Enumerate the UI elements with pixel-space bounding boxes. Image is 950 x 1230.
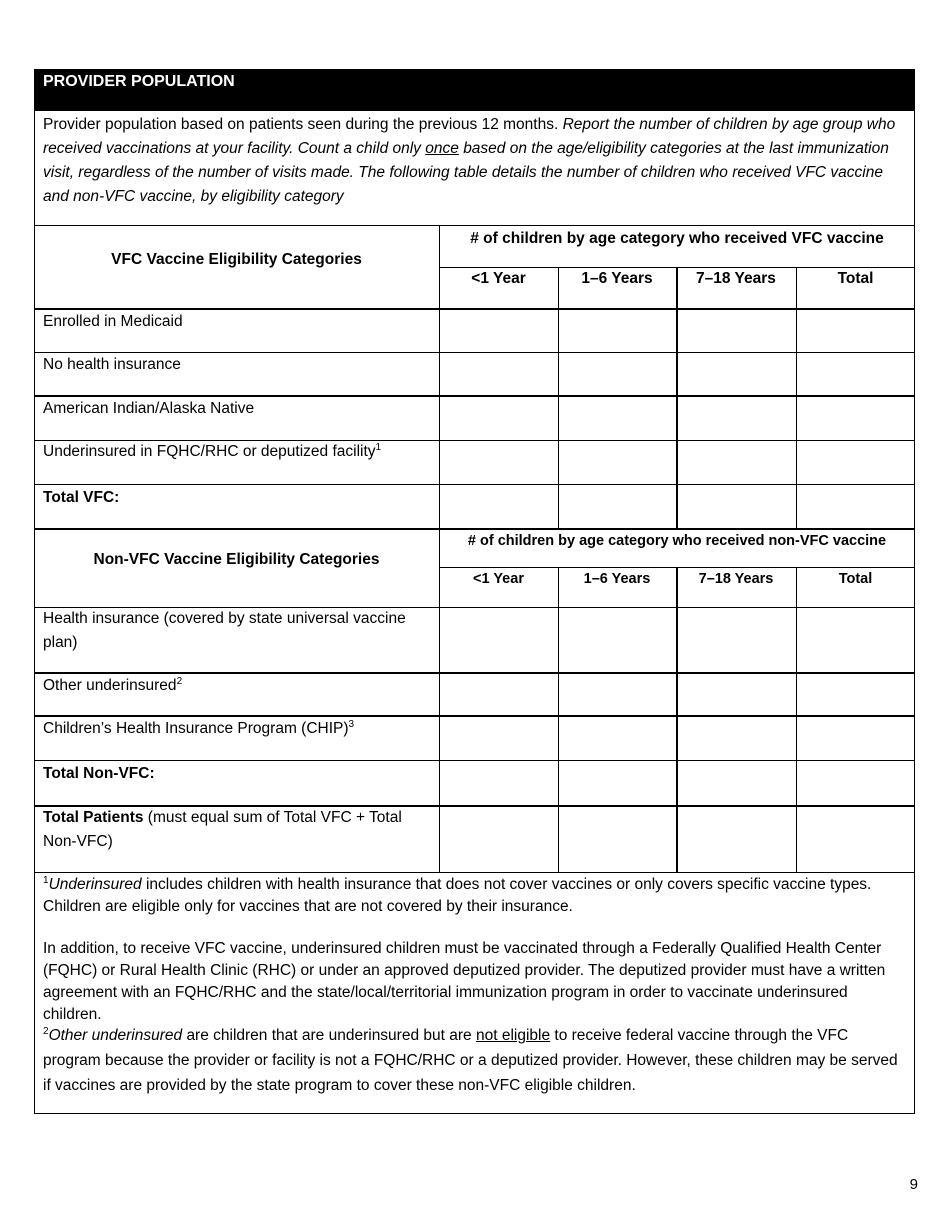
footnote-marker-1: 1 [375, 441, 382, 453]
rule-col [796, 567, 797, 873]
vfc-col-total: Total [837, 270, 874, 287]
rule-col [558, 267, 559, 530]
footnote-1-marker: 1 [43, 874, 49, 886]
vfc-total-row: Total VFC: [43, 489, 120, 506]
nonvfc-row-chip-label: Children’s Health Insurance Program (CHIP) [43, 720, 349, 737]
nonvfc-col-total: Total [838, 571, 873, 587]
total-patients-row [43, 806, 423, 854]
total-patients-note: (must equal sum of Total VFC + Total Non-VFC) [43, 809, 402, 850]
nonvfc-col-1to6: 1–6 Years [583, 571, 651, 587]
vfc-col-7to18: 7–18 Years [696, 270, 776, 287]
footnote-marker-2: 2 [176, 675, 183, 687]
footnote-2-underlined: not eligible [475, 1027, 551, 1044]
intro-paragraph [43, 113, 909, 209]
footnote-1-term: Underinsured [48, 876, 142, 893]
page-number: 9 [909, 1176, 918, 1193]
footnote-2-text-b: to receive federal vaccine through the VFC program because the provider or facility is not a FQHC/RHC or a deputized provider. However, these children may be served if vaccines are provided by the state program to cover these non-VFC eligible children. [43, 1027, 898, 1094]
footnote-2-text-a: are children that are underinsured but are [186, 1027, 472, 1044]
nonvfc-total-row: Total Non-VFC: [43, 765, 155, 782]
rule-row [34, 760, 915, 761]
vfc-col-1to6: 1–6 Years [581, 270, 653, 287]
footnote-2-marker: 2 [43, 1025, 49, 1037]
vfc-row-medicaid: Enrolled in Medicaid [43, 313, 183, 330]
nonvfc-row-chip [43, 717, 435, 741]
section-title: PROVIDER POPULATION [34, 69, 915, 111]
intro-plain: Provider population based on patients seen during the previous 12 months. [43, 116, 559, 133]
nonvfc-category-header: Non-VFC Vaccine Eligibility Categories [93, 551, 380, 568]
rule-col [676, 267, 678, 530]
nonvfc-group-header: # of children by age category who received non-VFC vaccine [467, 533, 887, 549]
rule-col [796, 267, 797, 530]
vfc-col-lt1: <1 Year [471, 270, 526, 287]
rule-col [558, 567, 559, 873]
total-patients-bold: Total Patients [43, 809, 144, 826]
footnote-1-text: includes children with health insurance that does not cover vaccines or only covers specific vaccine types. Children are eligible only for vaccines that are not covered by their insurance. [43, 876, 872, 915]
vfc-category-header: VFC Vaccine Eligibility Categories [111, 251, 362, 268]
nonvfc-col-lt1: <1 Year [473, 571, 524, 587]
rule-table-bottom [34, 872, 915, 873]
vfc-row-underinsured-label: Underinsured in FQHC/RHC or deputized facility [43, 443, 376, 460]
vfc-row-underinsured [43, 440, 435, 464]
intro-italic-b: based on the age/eligibility categories at the last immunization visit, regardless of the number of visits made. The following table details the number of children who received VFC vaccine and non-VFC vaccine, by eligibility category [43, 140, 889, 205]
intro-underlined: once [425, 140, 459, 157]
footnote-2 [43, 1023, 909, 1098]
rule-intro-bottom [34, 225, 915, 226]
nonvfc-row-other-underinsured [43, 674, 433, 698]
vfc-row-aian: American Indian/Alaska Native [43, 400, 255, 417]
vfc-row-no-insurance: No health insurance [43, 356, 181, 373]
intro-italic-a: Report the number of children by age group who received vaccinations at your facility. Count a child only [43, 116, 896, 157]
footnote-1 [43, 874, 909, 918]
footnote-2-term: Other underinsured [48, 1027, 183, 1044]
footnote-marker-3: 3 [348, 718, 355, 730]
rule-row [34, 484, 915, 485]
footnote-1-paragraph-2: In addition, to receive VFC vaccine, underinsured children must be vaccinated through a Federally Qualified Health Center (FQHC) or Rural Health Clinic (RHC) or under an approved deputized provider. The deputized provider must have a written agreement with an FQHC/RHC and the state/local/territorial immunization program in order to vaccinate underinsured children. [43, 940, 886, 1023]
nonvfc-col-7to18: 7–18 Years [698, 571, 774, 587]
vfc-group-header: # of children by age category who received VFC vaccine [470, 230, 884, 247]
nonvfc-row-other-underinsured-label: Other underinsured [43, 677, 177, 694]
rule-col [676, 567, 678, 873]
nonvfc-row-health-insurance: Health insurance (covered by state universal vaccine plan) [43, 610, 406, 651]
